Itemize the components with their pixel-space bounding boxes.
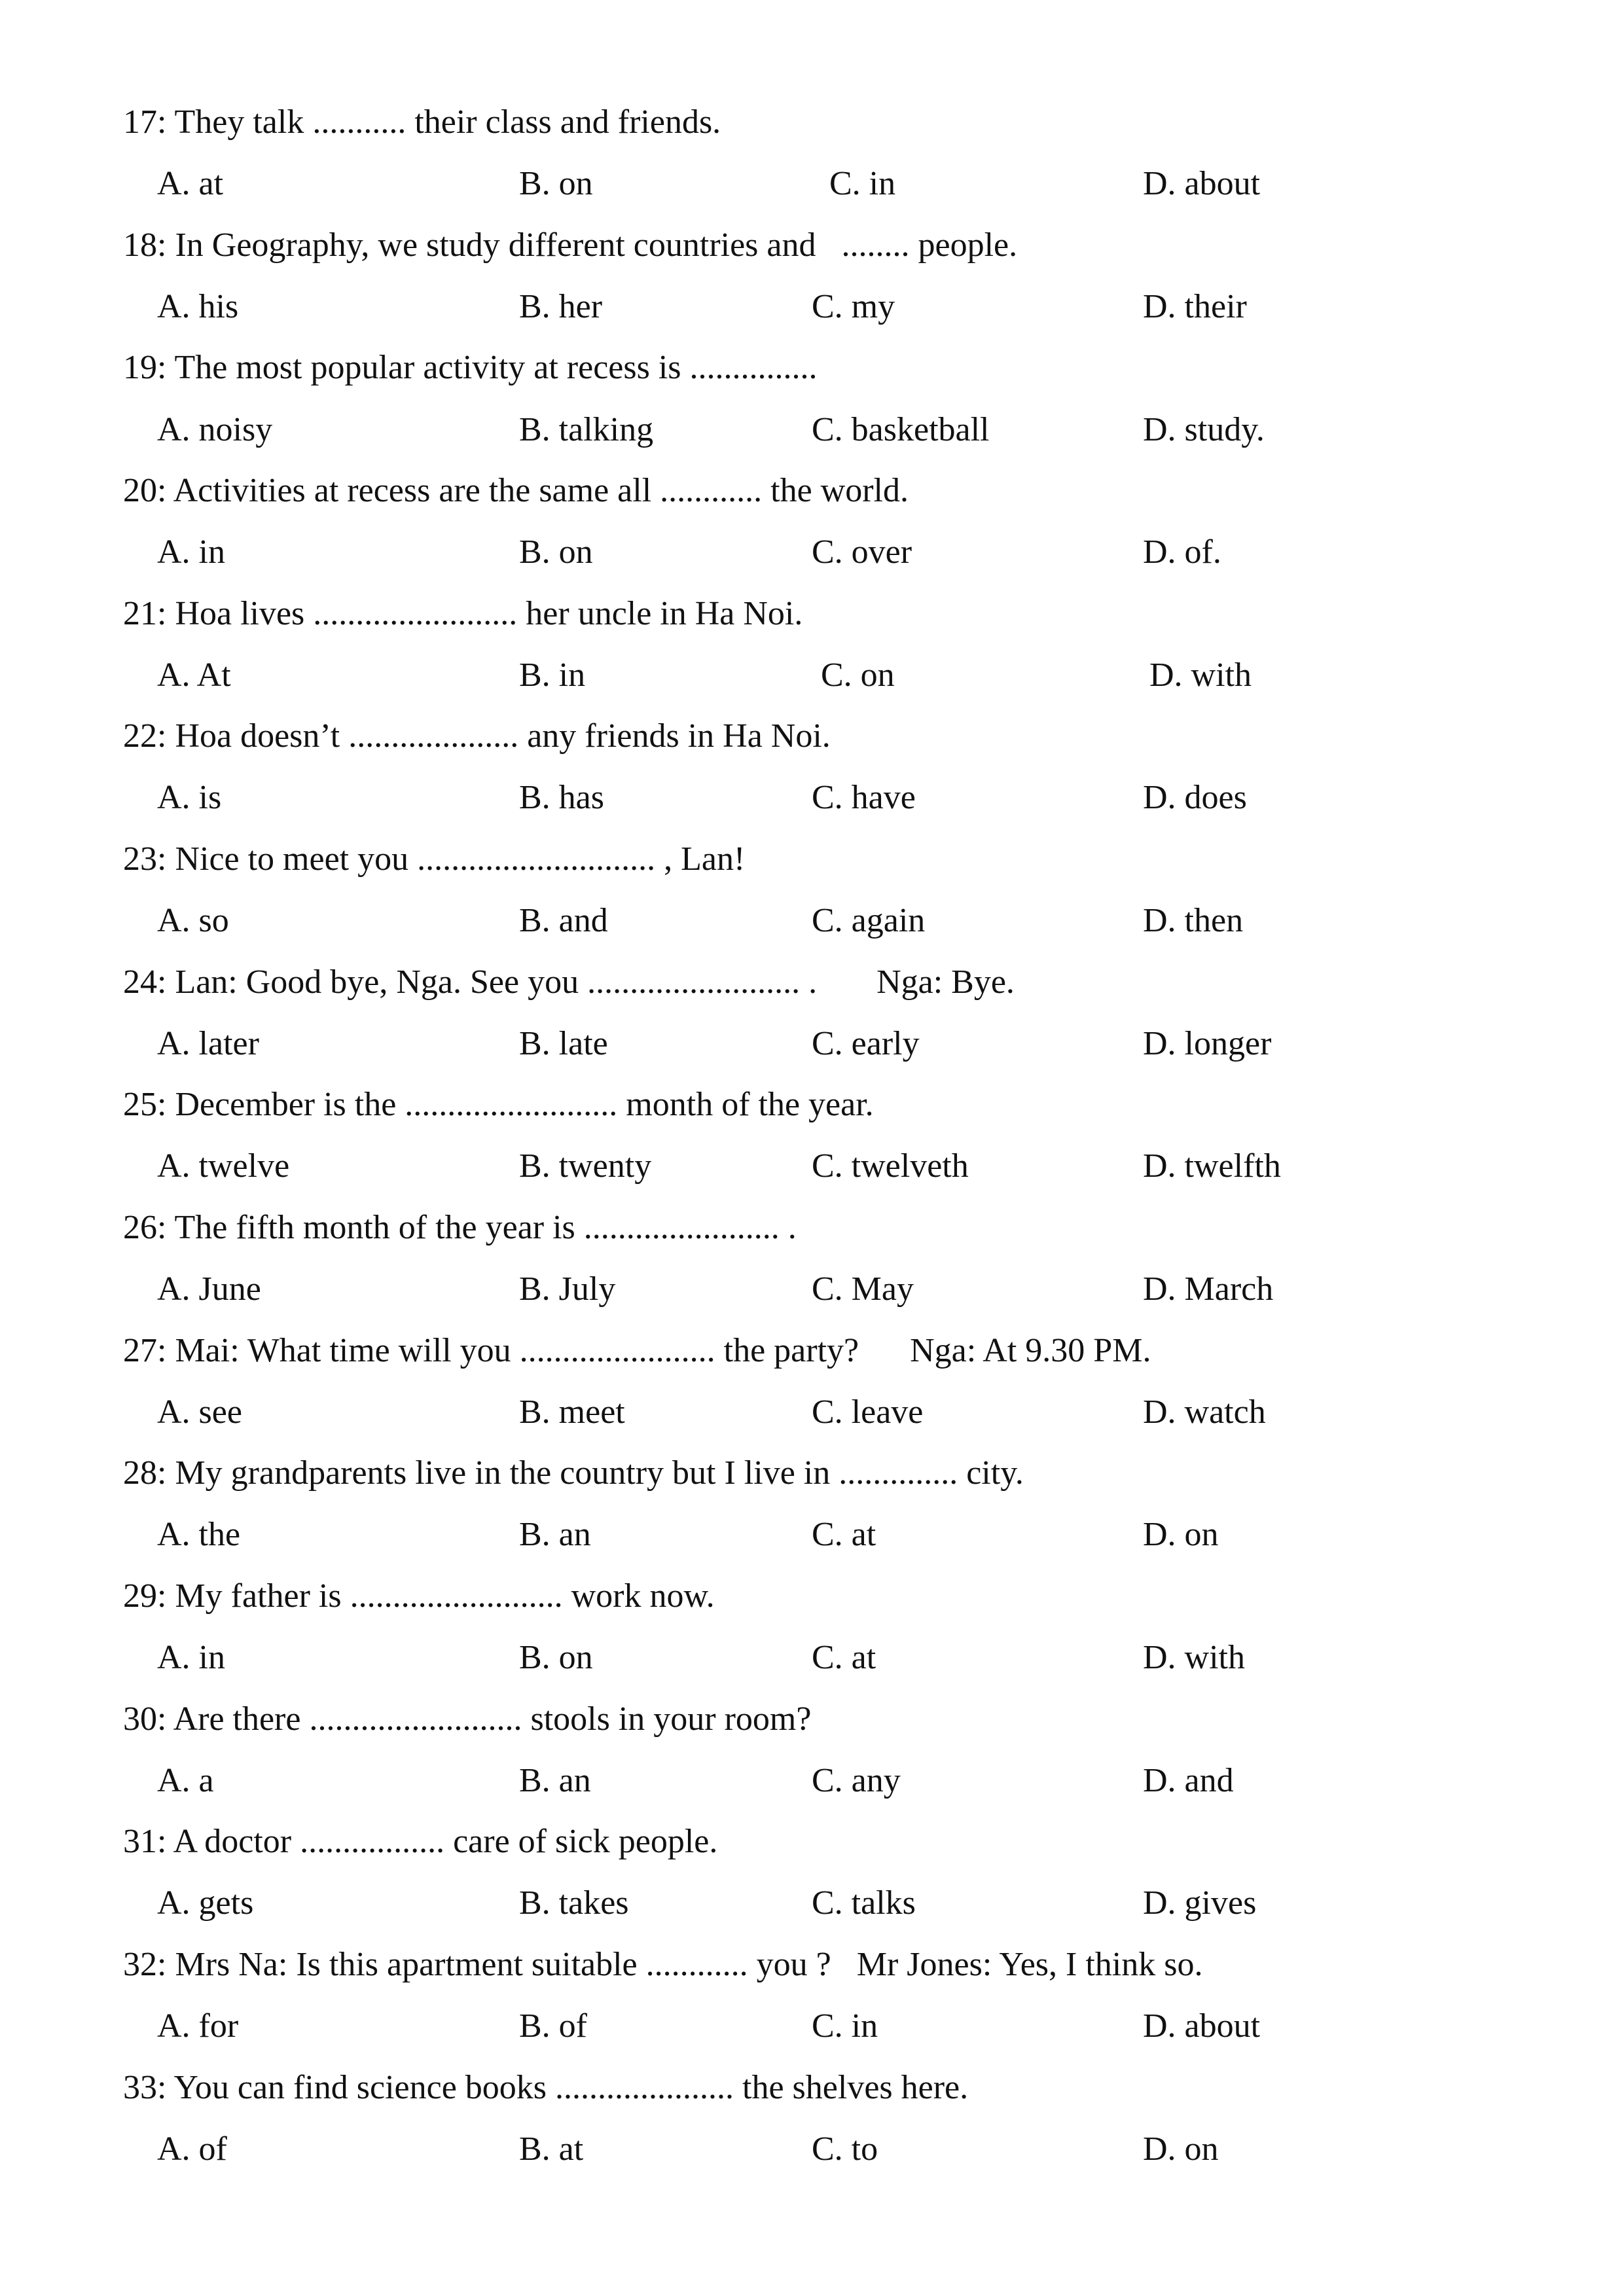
option-32-c[interactable]: C. in: [812, 2007, 878, 2045]
option-19-a[interactable]: A. noisy: [157, 411, 273, 448]
option-19-d[interactable]: D. study.: [1143, 411, 1265, 448]
question-17: 17: They talk ........... their class and friends.: [123, 103, 721, 141]
question-20: 20: Activities at recess are the same all ............ the world.: [123, 472, 909, 509]
option-27-d[interactable]: D. watch: [1143, 1393, 1266, 1431]
question-27: 27: Mai: What time will you ....................... the party? Nga: At 9.30 PM.: [123, 1332, 1151, 1369]
option-24-b[interactable]: B. late: [519, 1025, 608, 1062]
option-23-a[interactable]: A. so: [157, 902, 229, 939]
option-23-c[interactable]: C. again: [812, 902, 926, 939]
option-24-a[interactable]: A. later: [157, 1025, 259, 1062]
question-25: 25: December is the ......................... month of the year.: [123, 1086, 874, 1123]
option-23-d[interactable]: D. then: [1143, 902, 1244, 939]
option-22-c[interactable]: C. have: [812, 779, 916, 816]
option-20-b[interactable]: B. on: [519, 533, 593, 571]
option-28-a[interactable]: A. the: [157, 1516, 241, 1553]
option-25-b[interactable]: B. twenty: [519, 1147, 652, 1185]
option-28-d[interactable]: D. on: [1143, 1516, 1219, 1553]
question-24: 24: Lan: Good bye, Nga. See you ......................... . Nga: Bye.: [123, 963, 1015, 1001]
option-27-c[interactable]: C. leave: [812, 1393, 924, 1431]
option-24-c[interactable]: C. early: [812, 1025, 920, 1062]
option-20-d[interactable]: D. of.: [1143, 533, 1221, 571]
option-33-b[interactable]: B. at: [519, 2130, 584, 2168]
question-22: 22: Hoa doesn’t .................... any friends in Ha Noi.: [123, 717, 831, 755]
option-30-a[interactable]: A. a: [157, 1762, 214, 1799]
option-30-c[interactable]: C. any: [812, 1762, 901, 1799]
question-19: 19: The most popular activity at recess is ...............: [123, 349, 818, 386]
option-28-b[interactable]: B. an: [519, 1516, 591, 1553]
option-33-c[interactable]: C. to: [812, 2130, 878, 2168]
option-25-a[interactable]: A. twelve: [157, 1147, 290, 1185]
option-23-b[interactable]: B. and: [519, 902, 608, 939]
option-19-c[interactable]: C. basketball: [812, 411, 990, 448]
option-30-b[interactable]: B. an: [519, 1762, 591, 1799]
option-31-c[interactable]: C. talks: [812, 1884, 916, 1922]
option-19-b[interactable]: B. talking: [519, 411, 654, 448]
option-32-d[interactable]: D. about: [1143, 2007, 1261, 2045]
question-30: 30: Are there ......................... stools in your room?: [123, 1700, 812, 1738]
option-32-b[interactable]: B. of: [519, 2007, 587, 2045]
question-32: 32: Mrs Na: Is this apartment suitable ............ you ? Mr Jones: Yes, I think so.: [123, 1946, 1203, 1983]
option-24-d[interactable]: D. longer: [1143, 1025, 1272, 1062]
option-32-a[interactable]: A. for: [157, 2007, 239, 2045]
option-18-d[interactable]: D. their: [1143, 288, 1247, 325]
option-18-b[interactable]: B. her: [519, 288, 603, 325]
option-26-a[interactable]: A. June: [157, 1270, 261, 1308]
option-33-a[interactable]: A. of: [157, 2130, 227, 2168]
option-17-b[interactable]: B. on: [519, 165, 593, 202]
option-33-d[interactable]: D. on: [1143, 2130, 1219, 2168]
option-29-d[interactable]: D. with: [1143, 1639, 1245, 1676]
option-21-d[interactable]: D. with: [1149, 656, 1252, 694]
option-20-a[interactable]: A. in: [157, 533, 225, 571]
option-17-a[interactable]: A. at: [157, 165, 224, 202]
option-26-d[interactable]: D. March: [1143, 1270, 1274, 1308]
option-18-c[interactable]: C. my: [812, 288, 895, 325]
option-20-c[interactable]: C. over: [812, 533, 912, 571]
option-18-a[interactable]: A. his: [157, 288, 239, 325]
question-28: 28: My grandparents live in the country but I live in .............. city.: [123, 1454, 1024, 1492]
option-27-a[interactable]: A. see: [157, 1393, 242, 1431]
option-30-d[interactable]: D. and: [1143, 1762, 1234, 1799]
question-29: 29: My father is ......................... work now.: [123, 1577, 715, 1615]
option-17-d[interactable]: D. about: [1143, 165, 1261, 202]
question-21: 21: Hoa lives ........................ her uncle in Ha Noi.: [123, 595, 803, 632]
option-22-a[interactable]: A. is: [157, 779, 222, 816]
option-31-b[interactable]: B. takes: [519, 1884, 629, 1922]
option-25-d[interactable]: D. twelfth: [1143, 1147, 1281, 1185]
question-26: 26: The fifth month of the year is ....................... .: [123, 1209, 797, 1246]
option-31-a[interactable]: A. gets: [157, 1884, 254, 1922]
option-22-b[interactable]: B. has: [519, 779, 604, 816]
question-31: 31: A doctor ................. care of sick people.: [123, 1823, 718, 1860]
option-17-c[interactable]: C. in: [829, 165, 896, 202]
option-26-b[interactable]: B. July: [519, 1270, 616, 1308]
question-18: 18: In Geography, we study different countries and ........ people.: [123, 226, 1018, 264]
option-29-c[interactable]: C. at: [812, 1639, 876, 1676]
question-23: 23: Nice to meet you ............................ , Lan!: [123, 840, 746, 878]
option-26-c[interactable]: C. May: [812, 1270, 914, 1308]
question-33: 33: You can find science books ..................... the shelves here.: [123, 2069, 969, 2106]
option-22-d[interactable]: D. does: [1143, 779, 1247, 816]
option-28-c[interactable]: C. at: [812, 1516, 876, 1553]
option-21-c[interactable]: C. on: [821, 656, 895, 694]
option-27-b[interactable]: B. meet: [519, 1393, 625, 1431]
option-25-c[interactable]: C. twelveth: [812, 1147, 969, 1185]
option-29-b[interactable]: B. on: [519, 1639, 593, 1676]
option-21-b[interactable]: B. in: [519, 656, 586, 694]
option-31-d[interactable]: D. gives: [1143, 1884, 1257, 1922]
option-21-a[interactable]: A. At: [157, 656, 231, 694]
option-29-a[interactable]: A. in: [157, 1639, 225, 1676]
